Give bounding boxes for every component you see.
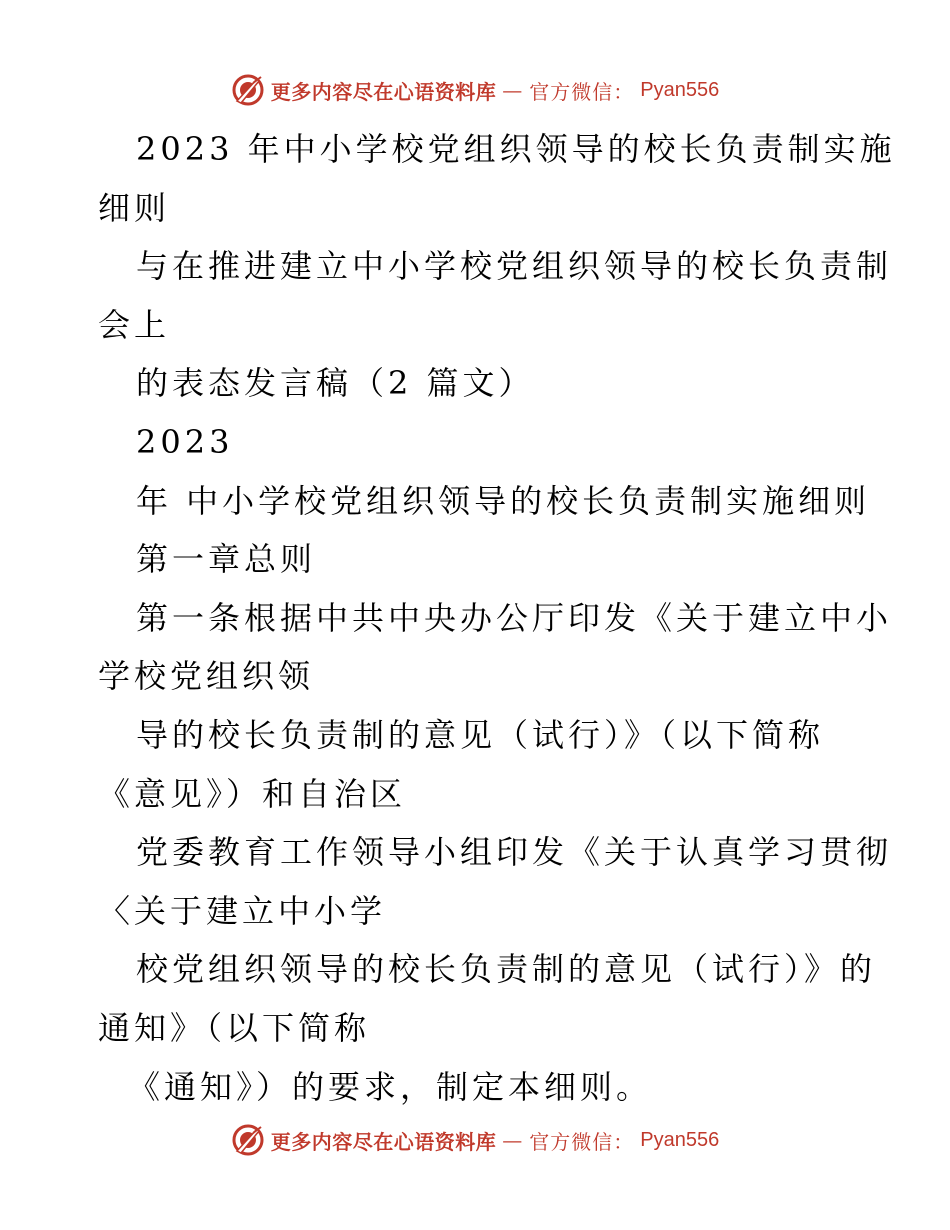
paragraph-line-8: 通知》（以下简称: [98, 1008, 371, 1047]
footer-watermark: [0, 1120, 950, 1160]
quill-logo-icon: [231, 73, 265, 107]
title-line-3: 与在推进建立中小学校党组织领导的校长负责制: [136, 247, 893, 286]
watermark-site-text: 更多内容尽在心语资料库: [270, 79, 497, 104]
title-line-4: 会上: [98, 305, 171, 344]
paragraph-line-9: 《通知》）的要求，制定本细则。: [128, 1067, 653, 1106]
quill-logo-icon: [231, 1123, 265, 1157]
header-watermark: [0, 70, 950, 110]
paragraph-line-7: 校党组织领导的校长负责制的意见（试行）》的: [136, 950, 877, 989]
paragraph-line-6: 〈关于建立中小学: [98, 891, 387, 930]
watermark-official-text: 官方微信：: [529, 1129, 635, 1154]
watermark-dash: —: [502, 1128, 524, 1152]
watermark-official-text: 官方微信：: [529, 79, 635, 104]
title-line-1: 2023 年中小学校党组织领导的校长负责制实施: [136, 130, 896, 168]
document-body: [98, 120, 896, 1116]
paragraph-line-1: 第一条根据中共中央办公厅印发《关于建立中小: [136, 598, 893, 637]
title-line-5: 的表态发言稿（2 篇文）: [136, 364, 535, 403]
paragraph-line-5: 党委教育工作领导小组印发《关于认真学习贯彻: [136, 833, 893, 872]
watermark-handle: Pyan556: [640, 78, 720, 101]
watermark-handle: Pyan556: [640, 1128, 720, 1151]
paragraph-line-2: 学校党组织领: [98, 657, 315, 696]
year-line: 2023: [136, 422, 234, 461]
watermark-site-text: 更多内容尽在心语资料库: [270, 1129, 497, 1154]
title-line-2: 细则: [98, 188, 171, 227]
watermark-dash: —: [502, 78, 524, 102]
paragraph-line-4: 《意见》）和自治区: [98, 774, 407, 813]
section-title-line: 年 中小学校党组织领导的校长负责制实施细则: [136, 481, 871, 520]
chapter-heading: 第一章总则: [136, 540, 317, 579]
paragraph-line-3: 导的校长负责制的意见（试行）》（以下简称: [136, 715, 825, 754]
